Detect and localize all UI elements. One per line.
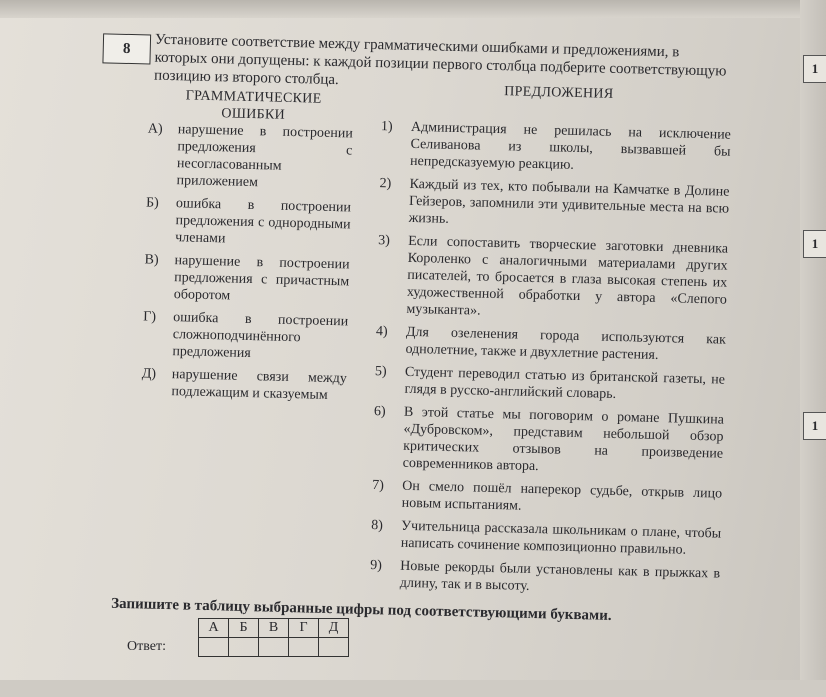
error-item-text: ошибка в построении предложения с однородными членами [175,196,352,247]
answer-cell[interactable] [229,638,259,657]
error-item-marker: Д) [141,366,157,382]
sentence-item [374,363,725,406]
sentence-item [372,477,723,520]
sentence-item [379,175,730,235]
side-number-box: 1 [803,55,826,83]
answer-column-letter: А [199,619,229,638]
sentences-column-header: ПРЕДЛОЖЕНИЯ [504,84,614,102]
sentence-item-marker: 8) [371,518,384,534]
sentence-item-text: Он смело пошёл наперекор судьбе, открыв лицо новым испытаниям. [401,478,723,514]
sentence-item [370,557,721,600]
error-item [141,365,347,404]
sentence-item [375,323,726,366]
side-number-box: 1 [803,230,826,258]
error-item-text: нарушение в построении предложения с причастным оборотом [173,253,350,304]
answer-cell[interactable] [289,638,319,657]
sentence-item-text: Студент переводил статью из британской газеты, не глядя в русско-английский словарь. [404,364,726,402]
sentence-item [380,118,731,178]
sentence-item-marker: 5) [374,364,387,380]
answer-table [198,618,349,657]
sentence-item-text: Для озеленения города используются как однолетние, также и двухлетние растения. [405,324,727,364]
answer-column-letter: Г [289,619,319,638]
answer-instruction: Запишите в таблицу выбранные цифры под соответствующими буквами. [111,595,612,624]
sentence-item-marker: 7) [372,478,385,494]
error-item-marker: Б) [145,195,159,211]
answer-column-letter: Д [319,619,349,638]
sentence-item-text: Администрация не решилась на исключение Селиванова из школы, вызвавшей бы непредсказуемую реакцию. [409,119,732,173]
answer-table-header-row [199,619,349,638]
answer-label: Ответ: [127,639,166,654]
error-item [142,308,348,364]
sentence-item-marker: 1) [380,119,393,135]
sentence-item-text: Учительница рассказала школьникам о плане, чтобы написать сочинение композиционно правильно. [400,518,722,558]
sentence-item-text: Новые рекорды были установлены как в прыжках в длину, так и в высоту. [399,558,721,594]
answer-cell[interactable] [199,638,229,657]
sentence-item [371,517,722,560]
answer-cell[interactable] [319,638,349,657]
error-item-marker: А) [147,121,163,137]
errors-column-header: ГРАММАТИЧЕСКИЕ ОШИБКИ [185,88,322,123]
error-item [146,120,353,193]
answer-column-letter: В [259,619,289,638]
sentence-item-marker: 2) [379,176,392,192]
sentence-item [376,232,728,326]
sentence-item-marker: 9) [370,558,383,574]
sentence-item-text: Если сопоставить творческие заготовки дневника Короленко с аналогичными материалами других писателей, то бросается в глаза высокая степень их художественной обработки у автора «Слепого музыканта». [406,233,729,319]
sentence-item-text: Каждый из тех, кто побывали на Камчатке в Долине Гейзеров, запомнили эти удивительные места на всю жизнь. [408,176,730,227]
sentence-item-text: В этой статье мы поговорим о романе Пушкина «Дубровском», представим небольшой обзор критических отзывов на произведение современников автора. [402,404,725,475]
error-item-marker: В) [144,252,159,268]
answer-table-input-row [199,638,349,657]
sentence-item-marker: 3) [377,233,391,249]
error-item-text: ошибка в построении сложноподчинённого предложения [172,310,349,362]
error-item-marker: Г) [143,309,157,325]
answer-cell[interactable] [259,638,289,657]
errors-list [141,120,353,410]
side-number-box: 1 [803,412,826,440]
sentence-item-marker: 6) [373,404,386,420]
sentences-list [369,118,731,605]
error-item-text: нарушение связи между подлежащим и сказуемым [171,367,347,403]
question-text: Установите соответствие между грамматическими ошибками и предложениями, в которых они допущены: к каждой позиции первого столбца подберите соответствующую позицию из второго столбца. [153,31,727,89]
answer-column-letter: Б [229,619,259,638]
sentence-item-marker: 4) [375,324,388,340]
sentence-item [373,403,725,480]
error-item [144,251,350,307]
question-number: 8 [102,33,151,64]
error-item [145,194,351,250]
error-item-text: нарушение в построении предложения с несогласованным приложением [176,122,353,191]
